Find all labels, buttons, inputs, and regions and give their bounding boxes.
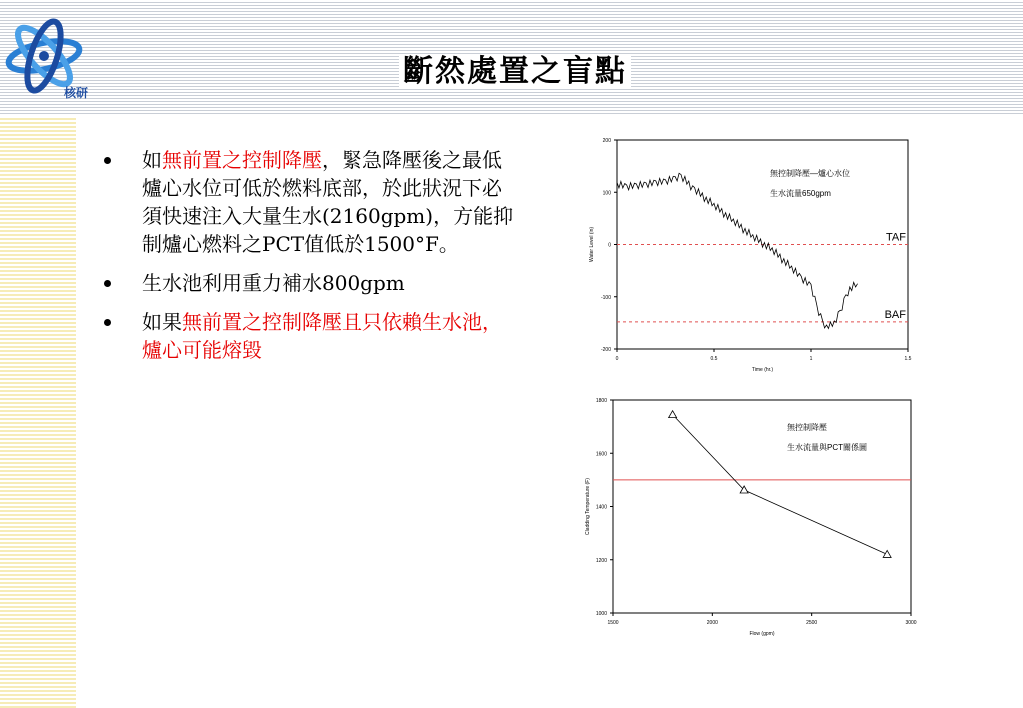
water-level-chart-svg [570,126,910,376]
logo [4,20,104,100]
bullet-text: 如 [142,148,162,172]
bullet-item [104,308,514,364]
y-axis-label: Water Level (in) [589,226,595,263]
chart-annotation: 無控制降壓 [787,423,827,432]
y-tick-label: 1000 [595,611,607,617]
chart-annotation: 無控制降壓—爐心水位 [770,169,850,178]
water-level-chart [570,126,910,376]
y-tick-label: 1400 [595,504,607,511]
bullet-item [104,146,514,258]
x-tick-label: 3000 [905,620,917,626]
data-point-triangle [883,550,891,557]
y-axis-label: Cladding Temperature (F) [585,478,591,535]
chart-annotation: 生水流量650gpm [770,189,831,198]
x-tick-label: 0 [615,356,619,362]
x-tick-label: 1.5 [904,356,912,362]
pct-flow-chart [570,388,920,638]
data-line [673,415,888,555]
bullet-item [104,269,514,297]
x-axis-label: Flow (gpm) [749,631,775,637]
bullet-highlight-text: 無前置之控制降壓且只依賴生水池，爐心可能熔毀 [142,310,502,362]
slide-title: 斷然處置之盲點 [300,46,730,90]
bullet-dot-icon [104,157,111,164]
y-tick-label: 1200 [595,557,607,564]
data-point-triangle [669,411,677,418]
chart-annotation: 生水流量與PCT關係圖 [787,443,867,452]
x-axis-label: Time (hr.) [751,367,774,373]
y-tick-label: -200 [600,347,611,353]
plot-frame [613,400,911,613]
x-tick-label: 1500 [607,620,619,626]
bullet-highlight-text: 無前置之控制降壓 [162,148,322,172]
bullet-text: ，緊急降壓後之最低爐心水位可低於燃料底部，於此狀況下必須快速注入大量生水(2160gpm)，方能抑制爐心燃料之PCT值低於1500°F。 [142,148,514,256]
y-tick-label: -100 [600,294,611,301]
bullet-dot-icon [104,280,111,287]
bullet-text: 生水池利用重力補水800gpm [142,271,405,295]
x-tick-label: 0.5 [710,356,718,362]
x-tick-label: 2000 [706,620,718,626]
y-tick-label: 0 [608,242,611,249]
bullet-dot-icon [104,319,111,326]
reference-line-label: TAF [886,231,906,244]
bullet-list [104,146,514,375]
x-tick-label: 2500 [806,620,818,626]
y-tick-label: 200 [602,138,611,144]
pct-flow-chart-svg [570,388,920,638]
y-tick-label: 1600 [595,451,607,458]
left-stripes [0,116,76,708]
y-tick-label: 100 [602,190,611,197]
reference-line-label: BAF [884,308,906,321]
y-tick-label: 1800 [595,398,607,404]
logo-text: 核研 [64,86,89,100]
bullet-text: 如果 [142,310,182,334]
x-tick-label: 1 [809,356,813,362]
